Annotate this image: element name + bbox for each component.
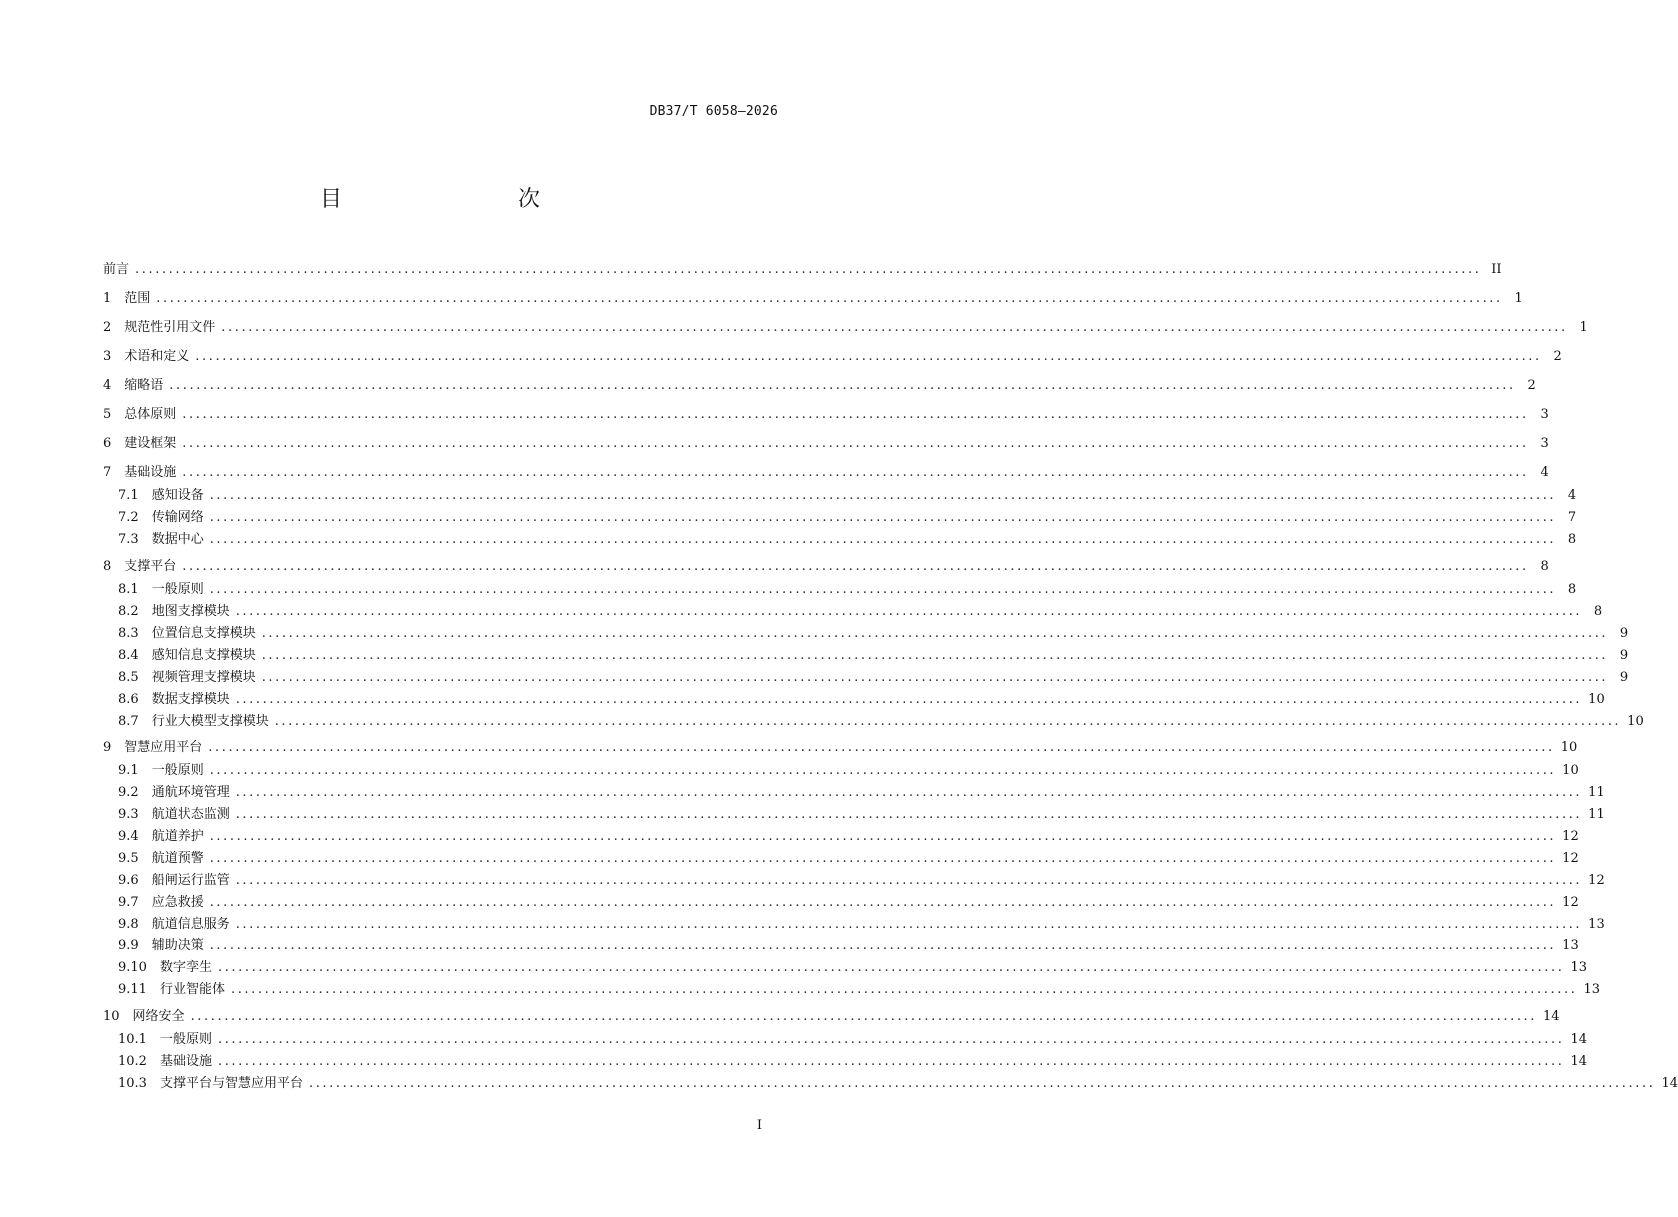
toc-entry-page: 10 <box>1560 740 1578 755</box>
toc-entry[interactable] <box>103 558 1549 576</box>
toc-entry-page: 12 <box>1562 829 1579 844</box>
toc-entry[interactable] <box>118 762 1579 780</box>
toc-entry-number: 10.3 <box>118 1076 160 1091</box>
toc-entry-page: 2 <box>1553 349 1562 364</box>
toc-entry[interactable] <box>103 406 1549 424</box>
toc-dot-leader: ........................................................................................................................................................................................................ <box>230 982 1578 997</box>
toc-entry-number: 1 <box>103 291 125 306</box>
toc-entry[interactable] <box>103 1008 1560 1026</box>
toc-entry-page: 12 <box>1588 873 1605 888</box>
toc-entry-title: 航道预警 <box>151 851 204 866</box>
toc-entry-title: 地图支撑模块 <box>151 604 230 619</box>
toc-entry-page: 13 <box>1583 982 1600 997</box>
toc-dot-leader: ........................................................................................................................................................................................................ <box>209 510 1557 525</box>
toc-entry[interactable] <box>103 739 1578 757</box>
toc-entry-title: 数据中心 <box>151 532 204 547</box>
toc-entry[interactable] <box>118 603 1603 621</box>
toc-entry-page: 9 <box>1619 670 1629 685</box>
toc-entry-number: 10.1 <box>118 1032 160 1047</box>
toc-entry-page: II <box>1491 262 1502 277</box>
toc-entry-number: 9.8 <box>118 917 152 932</box>
toc-entry-number: 9.6 <box>118 873 152 888</box>
toc-dot-leader: ........................................................................................................................................................................................................ <box>190 1009 1538 1024</box>
toc-entry-title: 一般原则 <box>159 1032 212 1047</box>
toc-entry-number: 9 <box>103 740 125 755</box>
toc-entry-number: 7 <box>103 465 125 480</box>
toc-entry-page: 13 <box>1570 960 1587 975</box>
toc-entry[interactable] <box>118 872 1605 890</box>
toc-entry-number: 9.11 <box>118 982 160 997</box>
toc-entry-title: 感知信息支撑模块 <box>151 648 256 663</box>
toc-entry-title: 规范性引用文件 <box>124 320 216 335</box>
toc-entry-title: 通航环境管理 <box>151 785 230 800</box>
toc-entry-number: 6 <box>103 436 125 451</box>
toc-dot-leader: ........................................................................................................................................................................................................ <box>217 960 1565 975</box>
toc-entry[interactable] <box>118 806 1605 824</box>
toc-entry-page: 4 <box>1567 488 1577 503</box>
toc-entry-number: 3 <box>103 349 125 364</box>
toc-dot-leader: ........................................................................................................................................................................................................ <box>209 763 1557 778</box>
toc-entry[interactable] <box>118 581 1577 599</box>
toc-entry-page: 10 <box>1562 763 1579 778</box>
toc-entry[interactable] <box>118 509 1577 527</box>
toc-entry-page: 13 <box>1562 938 1579 953</box>
toc-entry[interactable] <box>118 487 1577 505</box>
toc-entry-page: 12 <box>1562 851 1579 866</box>
toc-dot-leader: ........................................................................................................................................................................................................ <box>182 407 1529 422</box>
toc-entry-number: 7.3 <box>118 532 152 547</box>
toc-entry[interactable] <box>103 464 1549 482</box>
toc-entry-number: 9.9 <box>118 938 152 953</box>
toc-entry-page: 2 <box>1527 378 1536 393</box>
toc-entry-page: 1 <box>1514 291 1523 306</box>
toc-dot-leader: ........................................................................................................................................................................................................ <box>209 895 1557 910</box>
toc-entry[interactable] <box>118 713 1644 731</box>
toc-entry-title: 总体原则 <box>124 407 177 422</box>
toc-entry-page: 14 <box>1570 1054 1587 1069</box>
toc-entry-title: 支撑平台与智慧应用平台 <box>159 1076 303 1091</box>
toc-dot-leader: ........................................................................................................................................................................................................ <box>208 740 1555 755</box>
toc-dot-leader: ........................................................................................................................................................................................................ <box>261 626 1609 641</box>
toc-entry-title: 基础设施 <box>124 465 177 480</box>
toc-entry[interactable] <box>118 916 1605 934</box>
toc-dot-leader: ........................................................................................................................................................................................................ <box>195 349 1542 364</box>
toc-entry-number: 4 <box>103 378 125 393</box>
toc-entry-page: 14 <box>1543 1009 1560 1024</box>
toc-entry-title: 数据支撑模块 <box>151 692 230 707</box>
toc-entry-page: 14 <box>1661 1076 1678 1091</box>
page-number: I <box>756 1118 762 1133</box>
toc-entry-page: 3 <box>1540 407 1549 422</box>
toc-entry[interactable] <box>103 290 1523 308</box>
toc-entry-number: 8.1 <box>118 582 152 597</box>
toc-entry-number: 9.3 <box>118 807 152 822</box>
toc-dot-leader: ........................................................................................................................................................................................................ <box>182 559 1529 574</box>
toc-entry-page: 8 <box>1593 604 1603 619</box>
toc-dot-leader: ........................................................................................................................................................................................................ <box>209 938 1557 953</box>
toc-entry-number: 7.2 <box>118 510 152 525</box>
toc-entry[interactable] <box>103 319 1588 337</box>
toc-entry-title: 数字孪生 <box>159 960 212 975</box>
toc-entry-title: 一般原则 <box>151 763 204 778</box>
toc-entry-title: 行业智能体 <box>159 982 225 997</box>
toc-entry-page: 4 <box>1540 465 1549 480</box>
toc-entry-page: 10 <box>1627 714 1644 729</box>
toc-entry[interactable] <box>118 937 1579 955</box>
toc-dot-leader: ........................................................................................................................................................................................................ <box>182 436 1529 451</box>
toc-entry[interactable] <box>103 261 1502 279</box>
toc-entry-title: 传输网络 <box>151 510 204 525</box>
toc-dot-leader: ........................................................................................................................................................................................................ <box>169 378 1516 393</box>
toc-entry-page: 11 <box>1588 785 1605 800</box>
toc-entry-number: 9.4 <box>118 829 152 844</box>
toc-dot-leader: ........................................................................................................................................................................................................ <box>135 262 1482 277</box>
toc-entry-number: 8.7 <box>118 714 152 729</box>
toc-entry[interactable] <box>118 669 1629 687</box>
toc-entry-title: 位置信息支撑模块 <box>151 626 256 641</box>
toc-entry-title: 术语和定义 <box>124 349 190 364</box>
toc-dot-leader: ........................................................................................................................................................................................................ <box>235 692 1583 707</box>
toc-dot-leader: ........................................................................................................................................................................................................ <box>209 488 1557 503</box>
toc-dot-leader: ........................................................................................................................................................................................................ <box>235 917 1583 932</box>
toc-entry[interactable] <box>103 377 1536 395</box>
toc-dot-leader: ........................................................................................................................................................................................................ <box>274 714 1622 729</box>
toc-entry-title: 范围 <box>124 291 151 306</box>
toc-dot-leader: ........................................................................................................................................................................................................ <box>308 1076 1656 1091</box>
toc-dot-leader: ........................................................................................................................................................................................................ <box>235 873 1583 888</box>
toc-dot-leader: ........................................................................................................................................................................................................ <box>221 320 1568 335</box>
toc-entry-number: 8 <box>103 559 125 574</box>
toc-entry-number: 9.5 <box>118 851 152 866</box>
toc-entry-number: 9.2 <box>118 785 152 800</box>
toc-dot-leader: ........................................................................................................................................................................................................ <box>182 465 1529 480</box>
toc-dot-leader: ........................................................................................................................................................................................................ <box>209 582 1557 597</box>
toc-entry-number: 2 <box>103 320 125 335</box>
toc-entry-title: 智慧应用平台 <box>124 740 203 755</box>
toc-entry-title: 行业大模型支撑模块 <box>151 714 269 729</box>
toc-entry-page: 7 <box>1567 510 1577 525</box>
toc-entry-number: 8.5 <box>118 670 152 685</box>
toc-dot-leader: ........................................................................................................................................................................................................ <box>209 829 1557 844</box>
toc-entry[interactable] <box>118 1031 1587 1049</box>
toc-entry-page: 8 <box>1540 559 1549 574</box>
toc-entry[interactable] <box>118 850 1579 868</box>
toc-entry-title: 支撑平台 <box>124 559 177 574</box>
toc-entry-title: 辅助决策 <box>151 938 204 953</box>
toc-entry-number: 10 <box>103 1009 133 1024</box>
toc-entry-number: 5 <box>103 407 125 422</box>
toc-entry-page: 8 <box>1567 582 1577 597</box>
toc-dot-leader: ........................................................................................................................................................................................................ <box>261 648 1609 663</box>
toc-dot-leader: ........................................................................................................................................................................................................ <box>209 851 1557 866</box>
toc-entry-page: 1 <box>1579 320 1588 335</box>
toc-entry[interactable] <box>118 828 1579 846</box>
toc-dot-leader: ........................................................................................................................................................................................................ <box>156 291 1503 306</box>
toc-dot-leader: ........................................................................................................................................................................................................ <box>209 532 1557 547</box>
toc-entry-page: 12 <box>1562 895 1579 910</box>
toc-entry-title: 航道养护 <box>151 829 204 844</box>
toc-entry-title: 应急救援 <box>151 895 204 910</box>
toc-entry-number: 10.2 <box>118 1054 160 1069</box>
toc-entry-page: 8 <box>1567 532 1577 547</box>
toc-entry-title: 视频管理支撑模块 <box>151 670 256 685</box>
toc-entry-page: 9 <box>1619 626 1629 641</box>
toc-entry-number: 8.6 <box>118 692 152 707</box>
toc-entry-title: 基础设施 <box>159 1054 212 1069</box>
toc-entry-title: 前言 <box>103 262 130 277</box>
standard-code: DB37/T 6058—2026 <box>649 104 778 119</box>
toc-entry-page: 9 <box>1619 648 1629 663</box>
toc-entry-page: 14 <box>1570 1032 1587 1047</box>
toc-entry-number: 9.10 <box>118 960 160 975</box>
toc-entry-title: 网络安全 <box>132 1009 185 1024</box>
toc-entry-title: 航道信息服务 <box>151 917 230 932</box>
toc-entry[interactable] <box>118 647 1629 665</box>
toc-entry-number: 8.2 <box>118 604 152 619</box>
toc-entry-page: 3 <box>1540 436 1549 451</box>
toc-entry-title: 建设框架 <box>124 436 177 451</box>
toc-entry-page: 10 <box>1588 692 1605 707</box>
toc-entry[interactable] <box>103 435 1549 453</box>
toc-entry-title: 航道状态监测 <box>151 807 230 822</box>
toc-dot-leader: ........................................................................................................................................................................................................ <box>217 1054 1565 1069</box>
toc-entry[interactable] <box>103 348 1562 366</box>
toc-entry[interactable] <box>118 1075 1678 1093</box>
toc-entry-title: 缩略语 <box>124 378 164 393</box>
toc-entry-page: 11 <box>1588 807 1605 822</box>
toc-entry[interactable] <box>118 959 1587 977</box>
toc-entry-number: 9.1 <box>118 763 152 778</box>
toc-entry-title: 感知设备 <box>151 488 204 503</box>
toc-entry[interactable] <box>118 691 1605 709</box>
toc-dot-leader: ........................................................................................................................................................................................................ <box>261 670 1609 685</box>
toc-dot-leader: ........................................................................................................................................................................................................ <box>217 1032 1565 1047</box>
toc-dot-leader: ........................................................................................................................................................................................................ <box>235 604 1583 619</box>
toc-dot-leader: ........................................................................................................................................................................................................ <box>235 785 1583 800</box>
toc-entry-number: 8.4 <box>118 648 152 663</box>
toc-entry-number: 8.3 <box>118 626 152 641</box>
toc-entry-number: 7.1 <box>118 488 152 503</box>
toc-entry-title: 一般原则 <box>151 582 204 597</box>
toc-entry-number: 9.7 <box>118 895 152 910</box>
toc-entry[interactable] <box>118 531 1577 549</box>
toc-entry[interactable] <box>118 625 1629 643</box>
toc-entry[interactable] <box>118 784 1605 802</box>
page-title: 目 次 <box>319 187 584 212</box>
toc-entry[interactable] <box>118 981 1600 999</box>
toc-entry-title: 船闸运行监管 <box>151 873 230 888</box>
toc-entry-page: 13 <box>1588 917 1605 932</box>
toc-dot-leader: ........................................................................................................................................................................................................ <box>235 807 1583 822</box>
toc-entry[interactable] <box>118 1053 1587 1071</box>
toc-entry[interactable] <box>118 894 1579 912</box>
